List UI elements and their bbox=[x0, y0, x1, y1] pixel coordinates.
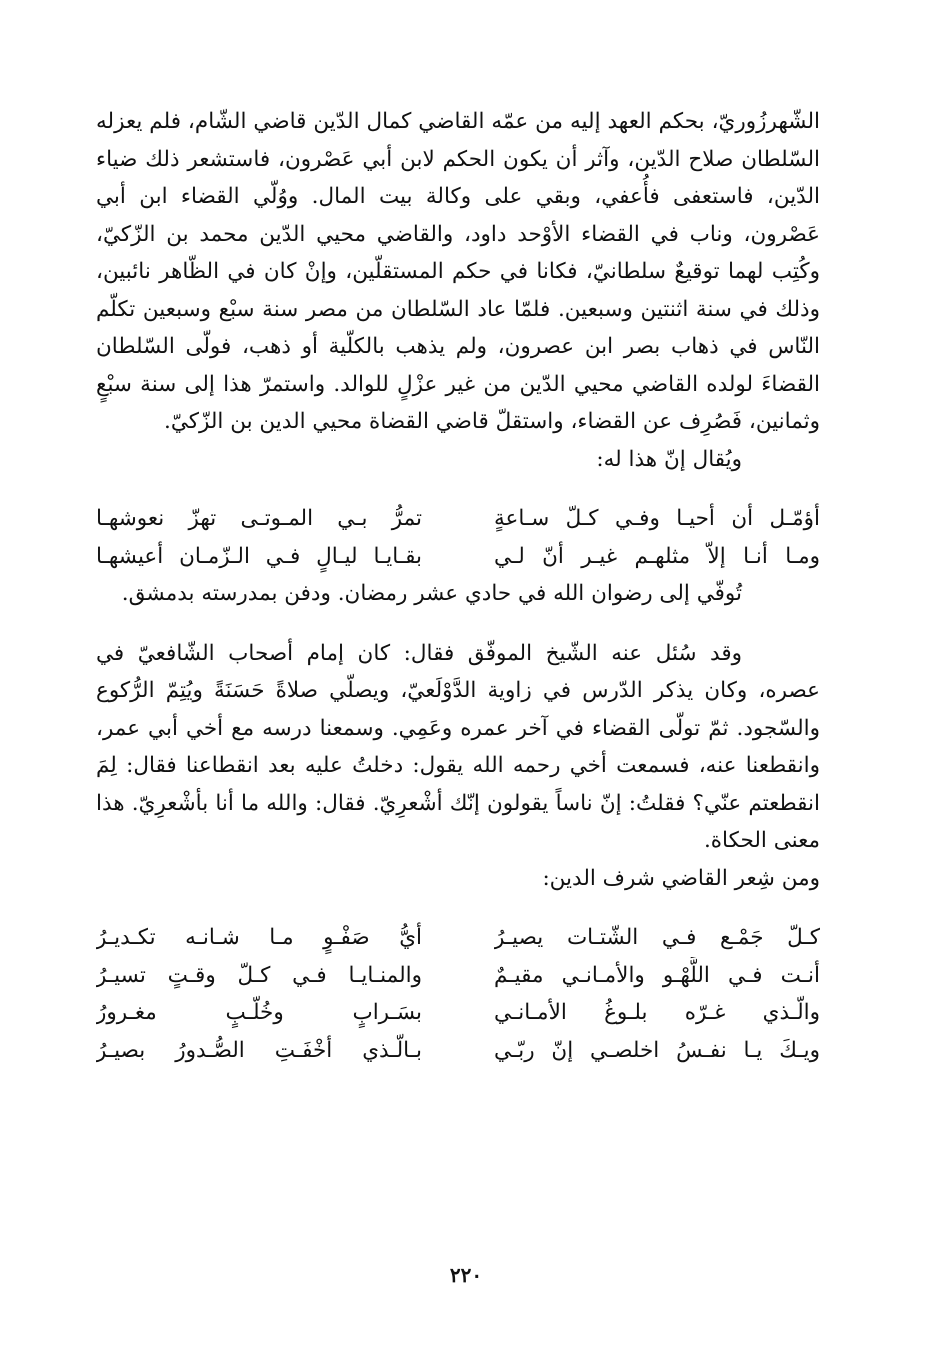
poem-verse bbox=[96, 919, 820, 957]
poem-verse bbox=[96, 500, 820, 538]
text-line: عن القضاء، واستقلّ قاضي القضاة محيي الدين بن الزّكيّ. bbox=[164, 409, 673, 434]
poem-verse bbox=[96, 1032, 820, 1070]
poem-1-intro: ويُقال إنّ هذا له: bbox=[596, 446, 742, 472]
text-line: فاستشعر ذلك ضياء الدّين، فاستعفى فأُعفي، وبقي على وكالة بيت المال. bbox=[96, 146, 820, 209]
text-line: عاد السّلطان من مصر سنة سبْع وسبعين تكلّم النّاس في ذهاب بصر ابن bbox=[96, 296, 820, 359]
verse-first-hemistich: ويـكَ يـا نفـسُ اخلصـي إنّ ربّـي bbox=[494, 1037, 820, 1063]
poem-verse bbox=[96, 957, 820, 995]
poem-verse bbox=[96, 994, 820, 1032]
text-line: الشّهرزُوريّ، بحكم العهد إليه من عمّه القاضي كمال الدّين قاضي الشّام، فلم bbox=[149, 109, 820, 134]
poem-2-intro: ومن شِعر القاضي شرف الدين: bbox=[542, 865, 820, 891]
text-line: انقطاعنا فقال: لِمَ انقطعتم عنّي؟ فقلتُ: إنّ ناساً يقولون إنّك أشْعرِيّ. فقال: bbox=[96, 753, 820, 816]
verse-second-hemistich: والمنـايـا فـي كـلّ وقـتٍ تسيـرُ bbox=[96, 962, 422, 988]
verse-first-hemistich: كـلّ جَمْـع فـي الشّتـات يصيـرُ bbox=[494, 925, 820, 950]
verse-second-hemistich: أيُّ صَفْـوٍ مـا شـانـه تكـديـرُ bbox=[96, 925, 422, 950]
paragraph-1 bbox=[96, 103, 820, 441]
verse-first-hemistich: أؤمّـل أن أحيـا وفـي كـلّ سـاعةٍ bbox=[494, 506, 820, 531]
text-line: عصره، وكان يذكر الدّرس في زاوية الدَّوْلَعيّ، ويصلّي صلاةً حَسَنَةً ويُتِمّ bbox=[165, 678, 820, 703]
poem-1 bbox=[96, 500, 820, 575]
text-line: أخي أبي عمر، وانقطعنا عنه، فسمعت أخي رحمه الله يقول: دخلتُ عليه بعد bbox=[96, 715, 820, 778]
verse-second-hemistich: بسَـرابٍ وخُلّـبٍ مغـرورُ bbox=[96, 1000, 422, 1025]
text-line: الرُّكوع والسّجود. ثمّ تولّى القضاء في آخر عمره وعَمِي. وسمعنا درسه مع bbox=[96, 678, 820, 741]
death-note: تُوفّي إلى رضوان الله في حادي عشر رمضان. ودفن بمدرسته بدمشق. bbox=[121, 581, 742, 606]
book-page bbox=[96, 103, 820, 1069]
verse-second-hemistich: تمرُّ بـي المـوتـى تهزّ نعوشهـا bbox=[96, 506, 422, 531]
paragraph-2 bbox=[96, 635, 820, 860]
text-line: يعزله السّلطان صلاح الدّين، وآثر أن يكون الحكم لابن أبي عَصْرون، bbox=[96, 109, 820, 172]
text-line: محيي الدّين محمد بن الزّكيّ، وكُتِب لهما توقيعٌ سلطانيّ، فكانا في حكم bbox=[96, 221, 820, 284]
verse-second-hemistich: بقـايـا ليـالٍ فـي الـزّمـان أعيشهـا bbox=[96, 543, 422, 569]
text-line: والله ما أنا بأشْعرِيّ. هذا معنى الحكاة. bbox=[96, 790, 820, 853]
poem-2 bbox=[96, 919, 820, 1069]
verse-first-hemistich: ومـا أنـا إلاّ مثلهـم غيـر أنّ لـي bbox=[494, 543, 820, 569]
text-line: وقد سُئل عنه الشّيخ الموفّق فقال: كان إمام أصحاب الشّافعيّ في bbox=[96, 640, 742, 666]
text-line: ووُلّي القضاء ابن أبي عَصْرون، وناب في القضاء الأوْحد داود، والقاضي bbox=[96, 184, 820, 247]
text-line: عصرون، ولم يذهب بالكلّية أو ذهب، فولّى السّلطان القضاءَ لولده القاضي bbox=[96, 334, 820, 397]
verse-first-hemistich: والّـذي غـرّه بلـوغُ الأمـانـي bbox=[494, 1000, 820, 1025]
poem-verse bbox=[96, 538, 820, 576]
page-number: ٢٢٠ bbox=[449, 1263, 483, 1287]
verse-second-hemistich: بـالّـذي أخْفَـتِ الصُّـدورُ بصيـرُ bbox=[96, 1037, 422, 1063]
verse-first-hemistich: أنـت فـي اللَّهْـو والأمـانـي مقيـمٌ bbox=[494, 962, 820, 988]
text-line: محيي الدّين من غير عزْلٍ للوالد. واستمرّ هذا إلى سنة سبْعٍ وثمانين، فَصُرِف bbox=[96, 371, 820, 434]
text-line: المستقلّين، وإنْ كان في الظّاهر نائبين، وذلك في سنة اثنتين وسبعين. فلمّا bbox=[96, 259, 820, 322]
